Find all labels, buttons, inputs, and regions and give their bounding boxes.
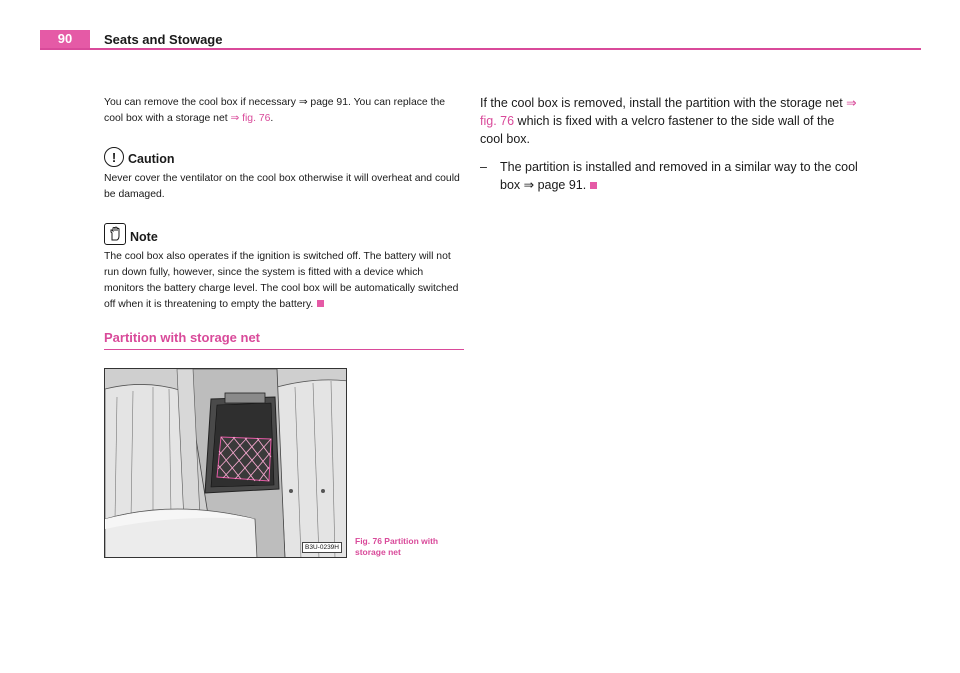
- dash-bullet: –: [480, 160, 487, 174]
- caution-text: Never cover the ventilator on the cool box otherwise it will overheat and could be damaged.: [104, 173, 460, 200]
- step-text: The partition is installed and removed in a similar way to the cool box ⇒ page 91.: [500, 160, 858, 192]
- fig-link[interactable]: ⇒ fig. 76: [480, 96, 857, 128]
- intro-paragraph: You can remove the cool box if necessary ⇒ page 91. You can replace the cool box with a storage net ⇒ fig. 76.: [104, 97, 446, 124]
- page-number: 90: [40, 30, 90, 48]
- instruction-step: [480, 158, 860, 194]
- note-title: Note: [130, 230, 158, 244]
- caution-icon: !: [104, 147, 124, 167]
- note-hand-icon: [104, 223, 126, 245]
- figure-code: B3U-0239H: [302, 542, 342, 553]
- section-title: Seats and Stowage: [104, 32, 223, 47]
- fig-link[interactable]: ⇒ fig. 76: [230, 113, 271, 124]
- storage-net-illustration: [105, 369, 347, 558]
- caution-title: Caution: [128, 152, 175, 166]
- note-text: The cool box also operates if the ignition is switched off. The battery will not run down fully, however, since the system is fitted with a device which monitors the battery charge level. The cool box will be automatically switched off when it is threatening to empty the battery.: [104, 251, 459, 310]
- right-column: [480, 94, 860, 194]
- end-mark-icon: [317, 300, 324, 307]
- right-paragraph: If the cool box is removed, install the partition with the storage net ⇒ fig. 76 which is fixed with a velcro fastener to the side wall of the cool box.: [480, 96, 857, 146]
- figure-image: [104, 368, 347, 558]
- section-subheading: Partition with storage net: [104, 330, 464, 350]
- note-heading: [104, 223, 464, 245]
- left-column: [104, 95, 464, 313]
- end-mark-icon: [590, 182, 597, 189]
- figure-caption: Fig. 76 Partition with storage net: [355, 536, 439, 557]
- caution-heading: [104, 147, 464, 167]
